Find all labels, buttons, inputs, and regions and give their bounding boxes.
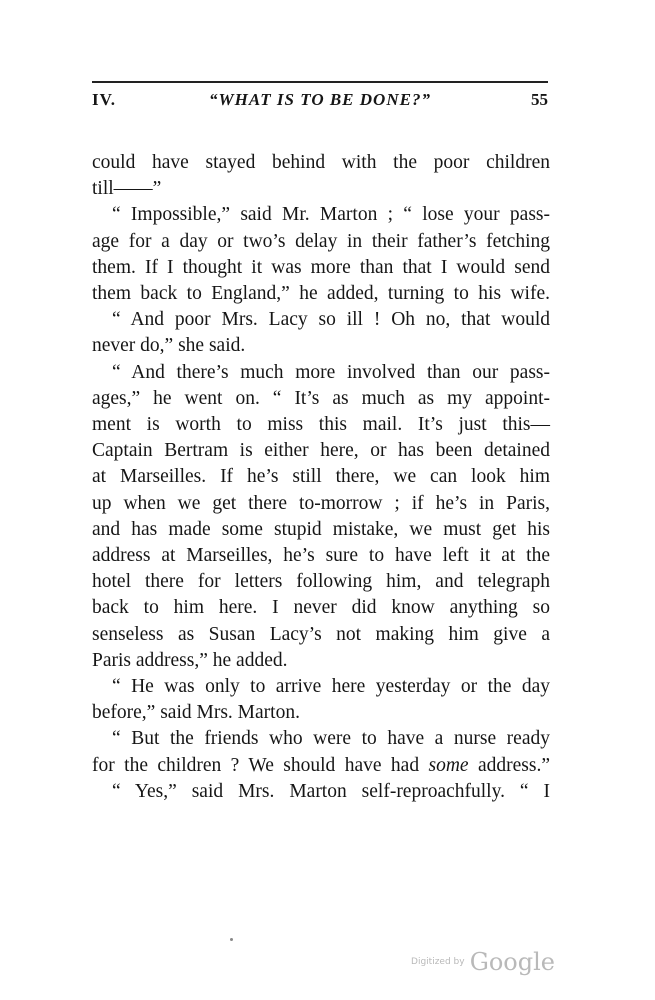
page-number: 55	[531, 90, 548, 109]
text-line: and has made some stupid mistake, we must get his	[92, 518, 550, 540]
digitization-watermark	[411, 948, 555, 976]
text-line: senseless as Susan Lacy’s not making him give a	[92, 623, 550, 645]
text-line: Paris address,” he added.	[92, 649, 288, 671]
text-line: “ And poor Mrs. Lacy so ill ! Oh no, that would	[112, 309, 550, 331]
text-line: before,” said Mrs. Marton.	[92, 702, 300, 724]
body-text	[92, 150, 550, 805]
watermark-prefix: Digitized by	[411, 957, 465, 967]
text-line: back to him here. I never did know anything so	[92, 597, 550, 619]
running-header	[92, 90, 548, 120]
text-line: Captain Bertram is either here, or has been detained	[92, 440, 550, 462]
text-line: address at Marseilles, he’s sure to have left it at the	[92, 545, 550, 567]
watermark-logo: Google	[469, 948, 555, 976]
text-line: till——”	[92, 178, 162, 200]
chapter-number: IV.	[92, 90, 116, 109]
text-line: “ And there’s much more involved than our pass-	[112, 361, 550, 383]
text-line: “ Impossible,” said Mr. Marton ; “ lose your pass-	[112, 204, 550, 226]
text-segment: for the children ? We should have had	[92, 754, 429, 776]
text-line	[92, 753, 550, 779]
text-line: could have stayed behind with the poor children	[92, 152, 550, 173]
text-line: them back to England,” he added, turning to his wife.	[92, 283, 550, 305]
text-line: hotel there for letters following him, and telegraph	[92, 571, 550, 593]
emphasis: some	[428, 754, 469, 776]
text-line: age for a day or two’s delay in their father’s fetching	[92, 230, 550, 252]
text-line: them. If I thought it was more than that I would send	[92, 256, 550, 278]
text-line: at Marseilles. If he’s still there, we can look him	[92, 466, 550, 488]
text-line: “ Yes,” said Mrs. Marton self-reproachfully. “ I	[112, 780, 550, 802]
header-rule	[92, 81, 548, 83]
text-line: “ He was only to arrive here yesterday or the day	[112, 676, 550, 698]
text-line: never do,” she said.	[92, 335, 246, 357]
text-segment: address.”	[468, 754, 550, 776]
text-line: ages,” he went on. “ It’s as much as my appoint-	[92, 387, 550, 409]
text-line: up when we get there to-morrow ; if he’s in Paris,	[92, 492, 550, 514]
print-speck	[230, 938, 233, 941]
running-title: “WHAT IS TO BE DONE?”	[209, 90, 431, 109]
text-line: ment is worth to miss this mail. It’s just this—	[92, 414, 550, 436]
text-line: “ But the friends who were to have a nurse ready	[112, 728, 550, 750]
